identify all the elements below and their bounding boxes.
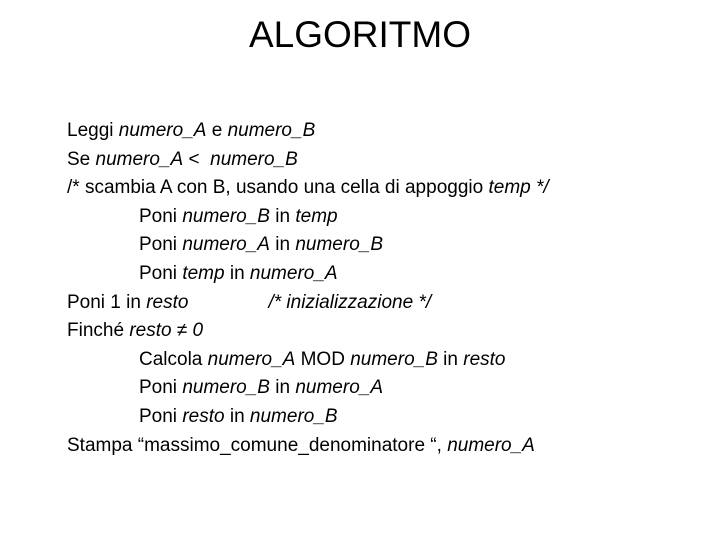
- algorithm-line: [67, 174, 707, 203]
- algorithm-identifier: numero_B: [227, 120, 316, 141]
- algorithm-text: Calcola: [139, 348, 208, 370]
- algorithm-identifier: resto ≠ 0: [129, 320, 204, 342]
- algorithm-text: <: [183, 148, 205, 170]
- algorithm-identifier: numero_B: [295, 234, 384, 256]
- algorithm-line: [67, 403, 707, 432]
- algorithm-text: Poni: [139, 377, 183, 399]
- algorithm-line: [67, 346, 707, 375]
- algorithm-text: MOD: [295, 348, 351, 370]
- algorithm-identifier: numero_A: [182, 234, 270, 256]
- algorithm-text: Poni 1 in: [67, 291, 147, 313]
- algorithm-identifier: temp */: [488, 177, 549, 199]
- algorithm-text: /* scambia A con B, usando una cella di appoggio: [67, 177, 489, 199]
- algorithm-text: in: [224, 262, 250, 284]
- algorithm-text: in: [269, 205, 296, 227]
- algorithm-text: Stampa “massimo_comune_denominatore “,: [67, 434, 448, 456]
- algorithm-line: [67, 374, 707, 403]
- algorithm-text: in: [224, 405, 250, 427]
- algorithm-identifier: numero_B: [204, 148, 298, 170]
- algorithm-text: Poni: [139, 262, 183, 284]
- algorithm-line: [67, 203, 707, 232]
- algorithm-identifier: numero_A: [249, 262, 338, 284]
- algorithm-text: in: [269, 234, 296, 256]
- algorithm-text: Se: [67, 148, 96, 170]
- algorithm-line: [67, 117, 707, 146]
- algorithm-identifier: numero_B: [182, 205, 270, 227]
- algorithm-text: Finché: [67, 320, 130, 342]
- algorithm-text: Poni: [139, 405, 183, 427]
- algorithm-text: Poni: [139, 234, 183, 256]
- algorithm-line: [67, 231, 707, 260]
- algorithm-identifier: numero_A: [295, 377, 384, 399]
- algorithm-line: [67, 289, 707, 318]
- algorithm-identifier: numero_A: [95, 148, 184, 170]
- algorithm-line: [67, 317, 707, 346]
- algorithm-body: [67, 117, 707, 460]
- algorithm-identifier: temp: [182, 262, 225, 284]
- algorithm-identifier: resto: [146, 291, 189, 313]
- algorithm-text: Leggi: [67, 120, 119, 141]
- algorithm-identifier: numero_A: [207, 348, 296, 370]
- algorithm-identifier: numero_B: [249, 405, 338, 427]
- algorithm-line: [67, 432, 707, 461]
- algorithm-text: in: [269, 377, 296, 399]
- algorithm-line: [67, 146, 707, 175]
- algorithm-identifier: numero_B: [350, 348, 438, 370]
- algorithm-identifier: numero_B: [182, 377, 270, 399]
- slide-title: ALGORITMO: [248, 14, 472, 55]
- algorithm-text: Poni: [139, 205, 183, 227]
- algorithm-identifier: temp: [295, 205, 338, 227]
- algorithm-identifier: resto: [182, 405, 225, 427]
- algorithm-text: e: [206, 120, 228, 141]
- algorithm-identifier: resto: [463, 348, 506, 370]
- algorithm-identifier: numero_A: [447, 434, 535, 456]
- algorithm-identifier: /* inizializzazione */: [268, 291, 432, 313]
- algorithm-identifier: numero_A: [118, 120, 207, 141]
- algorithm-text: in: [437, 348, 464, 370]
- algorithm-line: [67, 260, 707, 289]
